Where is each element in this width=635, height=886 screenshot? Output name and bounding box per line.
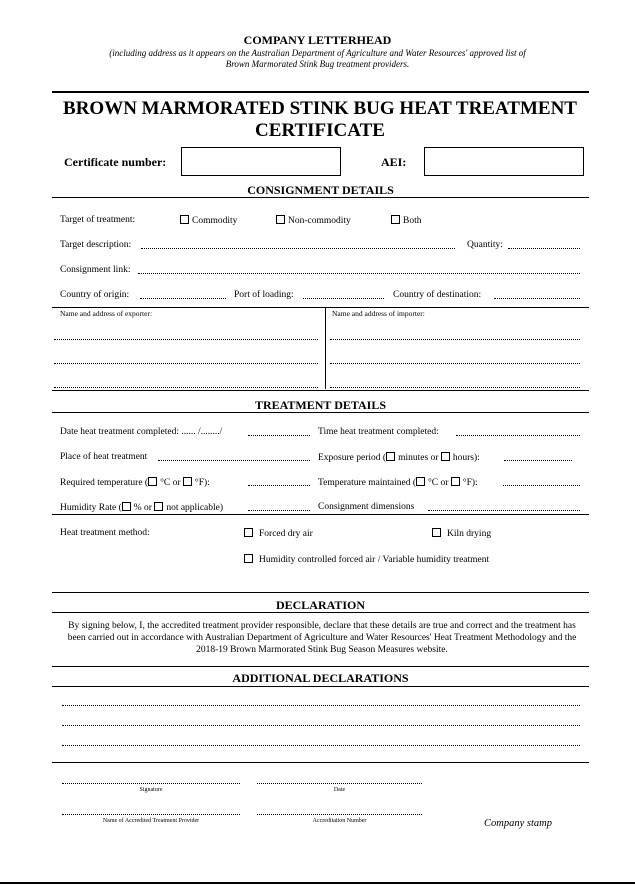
exposure-period-field[interactable] bbox=[504, 460, 572, 461]
method-humidity-controlled[interactable] bbox=[244, 554, 489, 565]
exporter-line-3[interactable] bbox=[54, 387, 318, 388]
consignment-dimensions-label: Consignment dimensions bbox=[318, 502, 415, 512]
option-commodity[interactable] bbox=[180, 215, 237, 226]
kiln-drying-label: Kiln drying bbox=[447, 529, 492, 539]
exporter-label: Name and address of exporter: bbox=[60, 309, 153, 318]
certificate-title-line2: CERTIFICATE bbox=[255, 120, 385, 141]
method-divider bbox=[52, 514, 589, 515]
method-kiln-drying[interactable] bbox=[432, 528, 491, 539]
target-description-field[interactable] bbox=[141, 248, 455, 249]
aei-label: AEI: bbox=[381, 155, 407, 169]
humidity-rate-field[interactable] bbox=[248, 510, 310, 511]
maint-celsius-checkbox[interactable] bbox=[416, 477, 425, 486]
temperature-maintained-label: Temperature maintained ( bbox=[318, 478, 416, 488]
maint-celsius-label: °C or bbox=[427, 478, 449, 488]
non-commodity-label: Non-commodity bbox=[288, 216, 351, 226]
req-celsius-checkbox[interactable] bbox=[148, 477, 157, 486]
time-completed-label: Time heat treatment completed: bbox=[318, 427, 439, 437]
exporter-line-1[interactable] bbox=[54, 339, 318, 340]
certificate-number-input[interactable] bbox=[181, 147, 341, 176]
both-checkbox[interactable] bbox=[391, 215, 400, 224]
commodity-checkbox[interactable] bbox=[180, 215, 189, 224]
date-field[interactable] bbox=[257, 783, 422, 784]
importer-line-3[interactable] bbox=[330, 387, 580, 388]
exposure-period-label: Exposure period ( bbox=[318, 453, 387, 463]
importer-label: Name and address of importer: bbox=[332, 309, 425, 318]
temperature-maintained-field[interactable] bbox=[503, 485, 580, 486]
exposure-period bbox=[318, 452, 480, 463]
importer-line-1[interactable] bbox=[330, 339, 580, 340]
country-of-destination-label: Country of destination: bbox=[393, 290, 482, 300]
exporter-top-divider bbox=[52, 307, 589, 308]
humidity-controlled-checkbox[interactable] bbox=[244, 554, 253, 563]
kiln-drying-checkbox[interactable] bbox=[432, 528, 441, 537]
accreditation-number-field[interactable] bbox=[257, 814, 422, 815]
req-fahrenheit-checkbox[interactable] bbox=[183, 477, 192, 486]
maint-fahrenheit-checkbox[interactable] bbox=[451, 477, 460, 486]
required-temperature-label: Required temperature ( bbox=[60, 478, 149, 488]
treatment-divider bbox=[52, 412, 589, 413]
date-completed-label bbox=[60, 427, 222, 437]
required-temperature bbox=[60, 477, 210, 488]
header-divider bbox=[52, 91, 589, 93]
certificate-title bbox=[40, 98, 600, 142]
company-stamp-label: Company stamp bbox=[484, 818, 552, 829]
humidity-rate bbox=[60, 502, 223, 513]
certificate-number-label: Certificate number: bbox=[64, 155, 167, 169]
declaration-top-divider bbox=[52, 592, 589, 593]
additional-declarations-heading: ADDITIONAL DECLARATIONS bbox=[232, 671, 409, 685]
country-of-destination-field[interactable] bbox=[494, 298, 580, 299]
provider-name-label: Name of Accredited Treatment Provider bbox=[102, 818, 200, 824]
date-label: Date bbox=[333, 787, 346, 793]
required-temperature-field[interactable] bbox=[248, 485, 310, 486]
declaration-divider bbox=[52, 612, 589, 613]
consignment-divider bbox=[52, 197, 589, 198]
not-applicable-checkbox[interactable] bbox=[154, 502, 163, 511]
place-of-treatment-label: Place of heat treatment bbox=[60, 452, 148, 462]
consignment-link-label: Consignment link: bbox=[60, 265, 131, 275]
port-of-loading-label: Port of loading: bbox=[234, 290, 294, 300]
additional-top-divider bbox=[52, 666, 589, 667]
letterhead-subtitle-line1: (including address as it appears on the Australian Department of Agriculture and Water Resources' approved list of bbox=[109, 48, 526, 58]
consignment-link-field[interactable] bbox=[138, 273, 580, 274]
exporter-bottom-divider bbox=[52, 390, 589, 391]
provider-name-field[interactable] bbox=[62, 814, 240, 815]
percent-checkbox[interactable] bbox=[122, 502, 131, 511]
consignment-heading: CONSIGNMENT DETAILS bbox=[247, 183, 394, 197]
declaration-text: By signing below, I, the accredited treatment provider responsible, declare that these details are true and correct and the treatment has been carried out in accordance with Australian Department of Agriculture and Water Resources' Heat Treatment Methodology and the 2018-19 Brown Marmorated Stink Bug Season Measures website. bbox=[67, 621, 577, 655]
date-completed-field[interactable] bbox=[248, 435, 310, 436]
additional-divider bbox=[52, 686, 589, 687]
quantity-label: Quantity: bbox=[467, 240, 503, 250]
minutes-label: minutes or bbox=[398, 453, 439, 463]
forced-dry-air-label: Forced dry air bbox=[259, 529, 313, 539]
option-non-commodity[interactable] bbox=[276, 215, 351, 226]
aei-input[interactable] bbox=[424, 147, 584, 176]
method-forced-dry-air[interactable] bbox=[244, 528, 313, 539]
req-celsius-label: °C or bbox=[160, 478, 181, 488]
exporter-line-2[interactable] bbox=[54, 363, 318, 364]
target-of-treatment-label: Target of treatment: bbox=[60, 215, 136, 225]
percent-label: % or bbox=[133, 503, 152, 513]
additional-line-1[interactable] bbox=[62, 705, 580, 706]
declaration-heading: DECLARATION bbox=[275, 598, 366, 612]
port-of-loading-field[interactable] bbox=[303, 298, 384, 299]
signature-field[interactable] bbox=[62, 783, 240, 784]
heat-treatment-method-label: Heat treatment method: bbox=[60, 528, 150, 538]
hours-checkbox[interactable] bbox=[441, 452, 450, 461]
certificate-title-line1: BROWN MARMORATED STINK BUG HEAT TREATMENT bbox=[63, 98, 577, 119]
country-of-origin-field[interactable] bbox=[140, 298, 226, 299]
humidity-rate-label: Humidity Rate ( bbox=[60, 503, 122, 513]
quantity-field[interactable] bbox=[508, 248, 580, 249]
page-bottom-border bbox=[0, 882, 635, 884]
forced-dry-air-checkbox[interactable] bbox=[244, 528, 253, 537]
hours-label: hours): bbox=[452, 453, 480, 463]
humidity-controlled-label: Humidity controlled forced air / Variable humidity treatment bbox=[259, 555, 490, 565]
additional-line-2[interactable] bbox=[62, 725, 580, 726]
accreditation-number-label: Accreditation Number bbox=[312, 818, 367, 824]
signature-label: Signature bbox=[139, 787, 163, 793]
both-label: Both bbox=[403, 216, 422, 226]
place-of-treatment-field[interactable] bbox=[158, 460, 310, 461]
treatment-heading: TREATMENT DETAILS bbox=[254, 398, 387, 412]
country-of-origin-label: Country of origin: bbox=[60, 290, 130, 300]
target-description-label: Target description: bbox=[60, 240, 132, 250]
req-fahrenheit-label: °F): bbox=[194, 478, 210, 488]
letterhead-subtitle-line2: Brown Marmorated Stink Bug treatment providers. bbox=[225, 59, 410, 69]
importer-line-2[interactable] bbox=[330, 363, 580, 364]
time-completed-field[interactable] bbox=[456, 435, 580, 436]
signatures-divider bbox=[52, 762, 589, 763]
option-both[interactable] bbox=[391, 215, 421, 226]
temperature-maintained bbox=[318, 477, 478, 488]
maint-fahrenheit-label: °F): bbox=[462, 478, 478, 488]
date-separators: ...... /......../ bbox=[181, 427, 223, 437]
consignment-dimensions-field[interactable] bbox=[428, 510, 580, 511]
exporter-importer-separator bbox=[325, 307, 326, 389]
minutes-checkbox[interactable] bbox=[386, 452, 395, 461]
non-commodity-checkbox[interactable] bbox=[276, 215, 285, 224]
additional-line-3[interactable] bbox=[62, 745, 580, 746]
date-completed-text: Date heat treatment completed: bbox=[60, 427, 179, 437]
not-applicable-label: not applicable) bbox=[166, 503, 224, 513]
letterhead-subtitle bbox=[60, 48, 575, 70]
commodity-label: Commodity bbox=[192, 216, 238, 226]
letterhead-title: COMPANY LETTERHEAD bbox=[243, 33, 392, 47]
